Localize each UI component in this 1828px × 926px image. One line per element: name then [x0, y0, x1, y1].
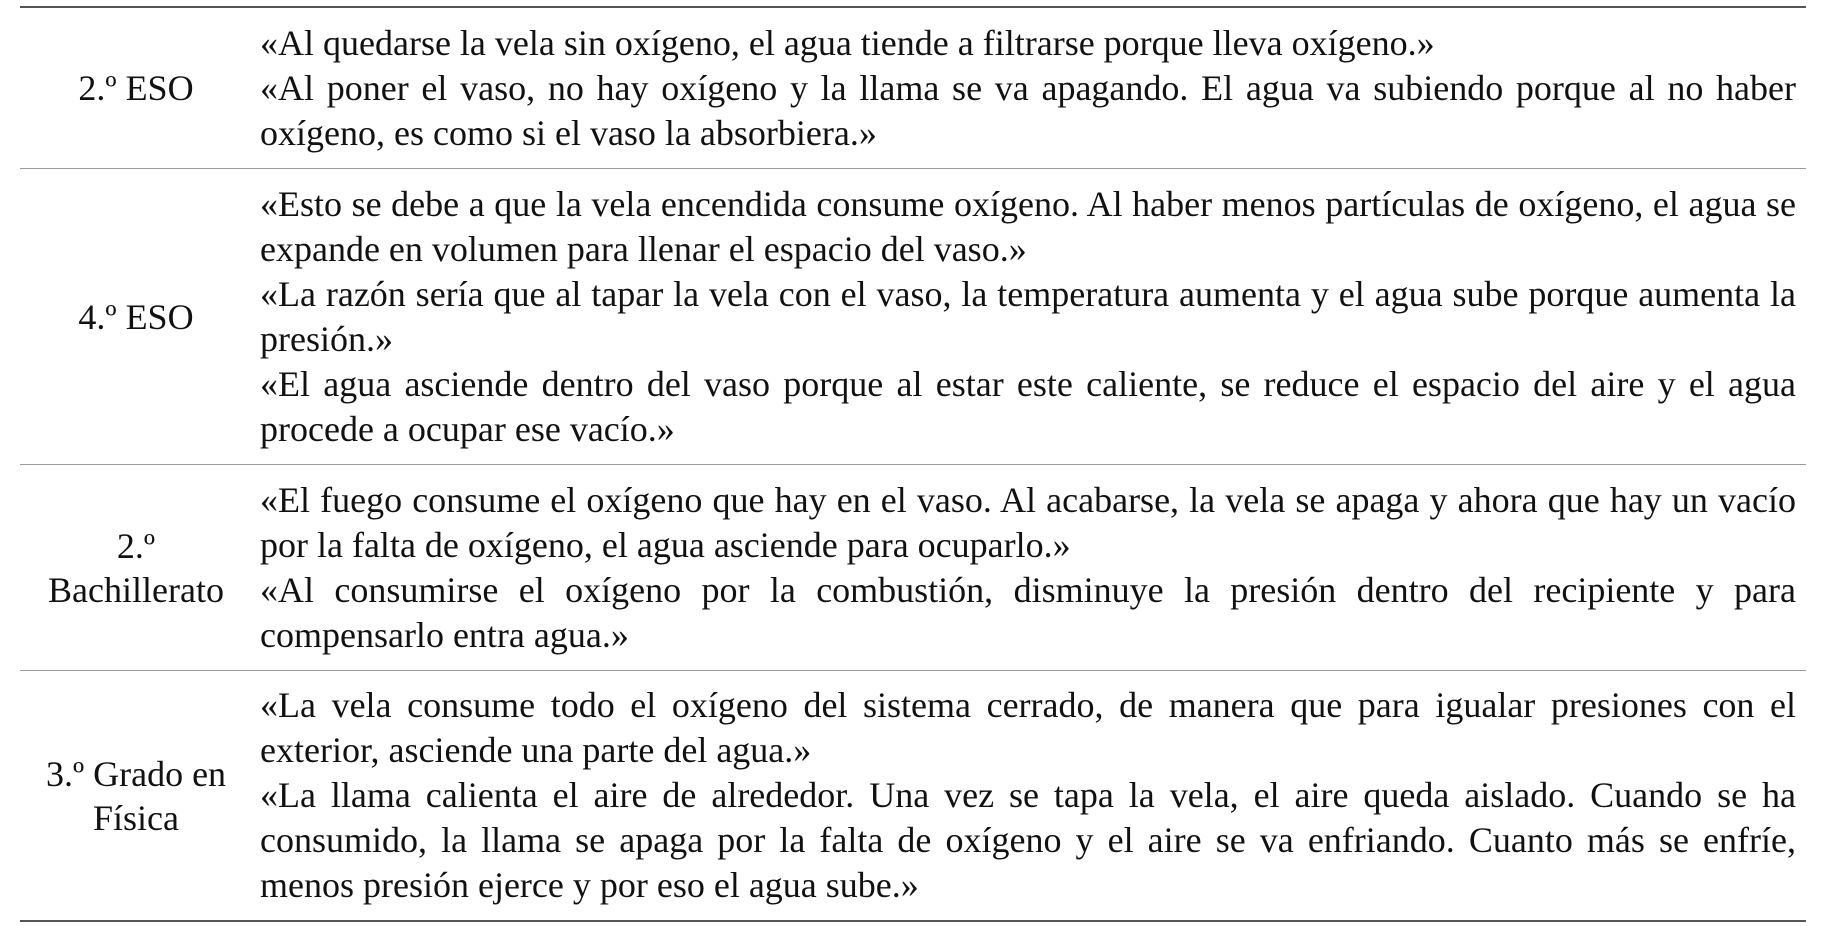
student-quote: «Al consumirse el oxígeno por la combustión, disminuye la presión dentro del recipiente y para compensarlo entra agua.» — [260, 569, 1796, 655]
quotes-cell — [252, 675, 1806, 916]
table-row-3-grado-fisica — [20, 670, 1806, 920]
level-cell: 4.º ESO — [78, 296, 194, 337]
level-cell: 2.º Bachillerato — [48, 525, 224, 610]
quotes-cell — [252, 470, 1806, 666]
level-cell: 2.º ESO — [78, 68, 194, 108]
table-row-2-eso — [20, 8, 1806, 168]
student-quote: «La llama calienta el aire de alrededor. Una vez se tapa la vela, el aire queda aislado. Cuando se ha consumido, la llama se apaga por la falta de oxígeno y el aire se va enfriando. Cuanto más se enfríe, menos presión ejerce y por eso el agua sube.» — [260, 775, 1796, 905]
student-quote: «Al poner el vaso, no hay oxígeno y la llama se va apagando. El agua va subiendo porque al no haber oxígeno, es como si el vaso la absorbiera.» — [260, 67, 1796, 153]
student-quote: «Al quedarse la vela sin oxígeno, el agua tiende a filtrarse porque lleva oxígeno.» — [260, 22, 1435, 63]
responses-table — [20, 6, 1806, 922]
student-quote: «El fuego consume el oxígeno que hay en el vaso. Al acabarse, la vela se apaga y ahora que hay un vacío por la falta de oxígeno, el agua asciende para ocuparlo.» — [260, 479, 1796, 565]
quotes-cell — [252, 13, 1806, 164]
quotes-cell — [252, 174, 1806, 460]
student-quote: «La vela consume todo el oxígeno del sistema cerrado, de manera que para igualar presiones con el exterior, asciende una parte del agua.» — [260, 685, 1796, 770]
student-quote: «La razón sería que al tapar la vela con el vaso, la temperatura aumenta y el agua sube porque aumenta la presión.» — [260, 273, 1796, 359]
table-row-4-eso — [20, 168, 1806, 464]
level-cell: 3.º Grado en Física — [45, 753, 227, 838]
student-quote: «El agua asciende dentro del vaso porque al estar este caliente, se reduce el espacio del aire y el agua procede a ocupar ese vacío.» — [260, 363, 1796, 449]
student-quote: «Esto se debe a que la vela encendida consume oxígeno. Al haber menos partículas de oxígeno, el agua se expande en volumen para llenar el espacio del vaso.» — [260, 183, 1796, 269]
table-row-2-bachillerato — [20, 464, 1806, 670]
